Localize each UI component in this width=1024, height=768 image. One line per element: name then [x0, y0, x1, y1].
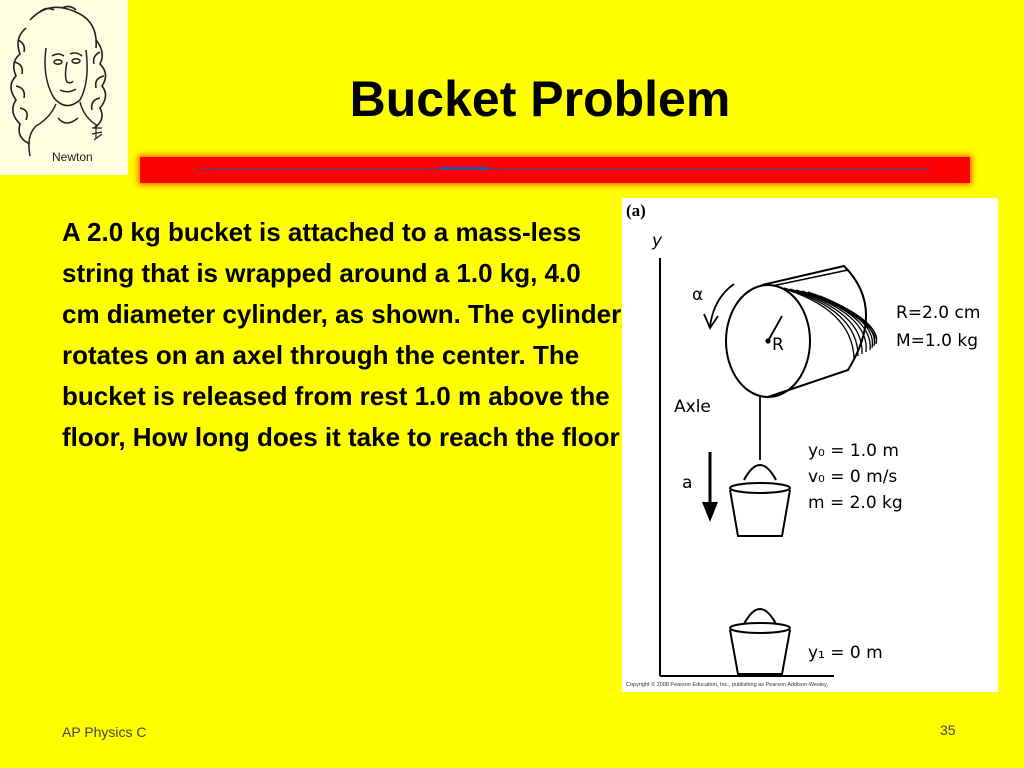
- alpha-label: α: [692, 285, 704, 305]
- newton-logo: [0, 0, 128, 175]
- title-underline-bar: [140, 157, 970, 183]
- y-axis-label: y: [652, 231, 663, 251]
- param-radius: R=2.0 cm: [896, 303, 981, 323]
- footer-course-name: AP Physics C: [62, 724, 147, 740]
- problem-statement: A 2.0 kg bucket is attached to a mass-less string that is wrapped around a 1.0 kg, 4.0 cm diameter cylinder, as shown. The cylinder rotates on an axel through the center. The bucket is released from rest 1.0 m above the floor, How long does it take to reach the floor: [62, 217, 622, 452]
- axle-label: Axle: [674, 397, 711, 417]
- param-initial-velocity: v₀ = 0 m/s: [808, 467, 898, 487]
- bucket-cylinder-figure: [622, 198, 998, 692]
- param-bucket-mass: m = 2.0 kg: [808, 493, 903, 513]
- slide-title: Bucket Problem: [349, 71, 731, 127]
- figure-tag: (a): [626, 201, 646, 220]
- param-cylinder-mass: M=1.0 kg: [896, 331, 978, 351]
- title-bar-rule: [198, 169, 930, 170]
- figure-copyright: Copyright © 2008 Pearson Education, Inc., publishing as Pearson Addison-Wesley.: [626, 682, 828, 688]
- newton-portrait-icon: [0, 0, 128, 175]
- acceleration-label: a: [682, 473, 693, 493]
- cylinder: [726, 266, 877, 397]
- radius-label: R: [772, 335, 784, 355]
- param-final-height: y₁ = 0 m: [808, 643, 883, 663]
- acceleration-arrow: [702, 452, 718, 522]
- slide-number: 35: [940, 722, 956, 738]
- logo-label: Newton: [52, 150, 93, 164]
- lower-bucket: [730, 609, 790, 674]
- title-bar-rule-mark: [440, 167, 490, 169]
- param-initial-height: y₀ = 1.0 m: [808, 441, 899, 461]
- upper-bucket: [730, 465, 790, 536]
